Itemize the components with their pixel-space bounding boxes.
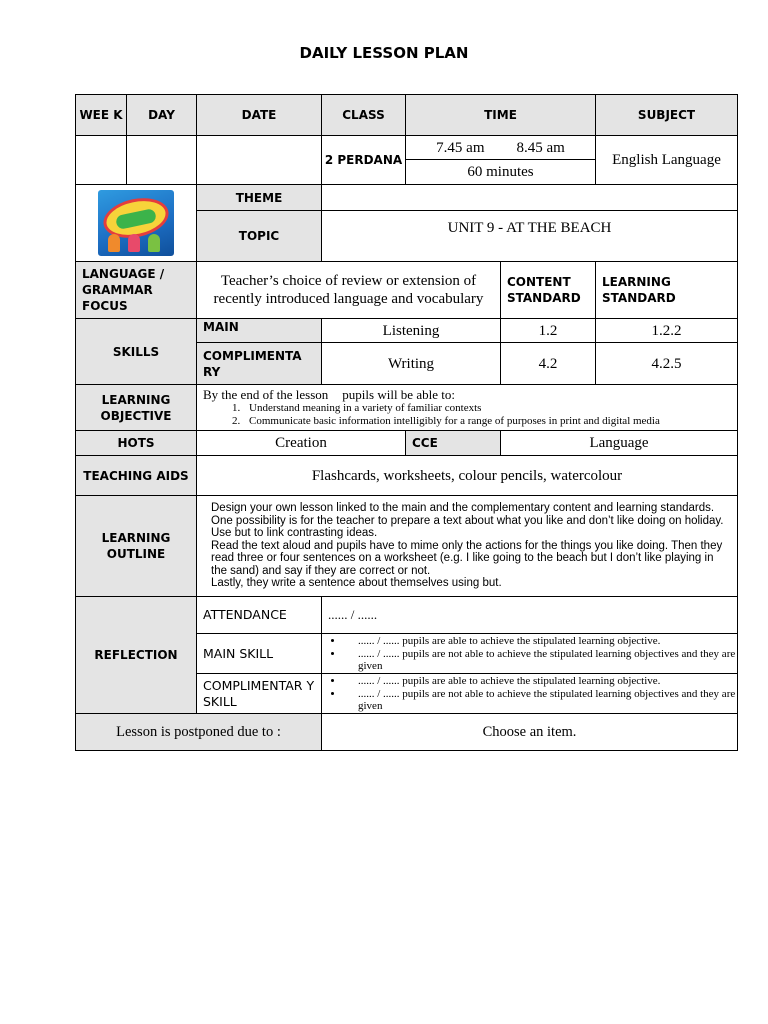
time-end: 8.45 am <box>516 139 565 156</box>
teaching-aids-label: TEACHING AIDS <box>76 456 197 496</box>
main-learning-standard[interactable]: 1.2.2 <box>596 319 738 343</box>
theme-row <box>76 185 738 211</box>
main-skill-row <box>76 319 738 343</box>
postponed-row <box>76 714 738 751</box>
objective-item: 2. Communicate basic information intelligibly for a range of purposes in print and digital media <box>243 415 737 428</box>
objective-lead: By the end of the lesson pupils will be able to: <box>203 387 455 402</box>
subject-cell[interactable]: English Language <box>596 136 738 185</box>
outline-line: Read the text aloud and pupils have to mime only the actions for the things you like doing. Then they read three or four sentences on a worksheet (e.g. I like going to the beach but I don’t like playing in the sand) and say if they are correct or not. <box>211 539 723 577</box>
objective-item: 1. Understand meaning in a variety of familiar contexts <box>243 402 737 415</box>
comp-learning-standard[interactable]: 4.2.5 <box>596 343 738 385</box>
main-skill-value[interactable]: Listening <box>322 319 501 343</box>
language-focus-row <box>76 262 738 319</box>
postponed-dropdown[interactable]: Choose an item. <box>322 714 738 751</box>
reflection-item: • ...... / ...... pupils are able to achieve the stipulated learning objective. <box>344 635 737 648</box>
week-header: WEE K <box>76 95 127 136</box>
cce-value[interactable]: Language <box>501 431 738 456</box>
class-cell[interactable]: 2 PERDANA <box>322 136 406 185</box>
topic-label: TOPIC <box>197 211 322 262</box>
reflection-comp-label: COMPLIMENTAR Y SKILL <box>197 674 322 714</box>
language-focus-label: LANGUAGE / GRAMMAR FOCUS <box>76 262 197 319</box>
lesson-plan-table <box>75 94 738 751</box>
comp-content-standard[interactable]: 4.2 <box>501 343 596 385</box>
outline-line: One possibility is for the teacher to prepare a text about what you like and don’t like doing on holiday. Use but to link contrasting ideas. <box>211 514 724 540</box>
reflection-label: REFLECTION <box>76 597 197 714</box>
topic-value[interactable]: UNIT 9 - AT THE BEACH <box>322 211 738 262</box>
theme-label: THEME <box>197 185 322 211</box>
cover-figure-2 <box>128 234 140 252</box>
cover-figure-1 <box>108 234 120 252</box>
date-header: DATE <box>197 95 322 136</box>
hots-label: HOTS <box>76 431 197 456</box>
day-cell[interactable] <box>127 136 197 185</box>
teaching-aids-row <box>76 456 738 496</box>
reflection-item: • ...... / ...... pupils are not able to achieve the stipulated learning objectives and they are given <box>344 648 737 673</box>
objective-list <box>197 402 737 427</box>
attendance-row <box>76 597 738 634</box>
objective-row <box>76 385 738 431</box>
time-range-cell[interactable] <box>406 136 596 160</box>
teaching-aids-value[interactable]: Flashcards, worksheets, colour pencils, watercolour <box>197 456 738 496</box>
reflection-main-label: MAIN SKILL <box>197 634 322 674</box>
theme-value[interactable] <box>322 185 738 211</box>
week-cell[interactable] <box>76 136 127 185</box>
time-header: TIME <box>406 95 596 136</box>
main-content-standard[interactable]: 1.2 <box>501 319 596 343</box>
cover-cell <box>76 185 197 262</box>
main-skill-label: MAIN <box>197 319 322 343</box>
outline-cell[interactable] <box>197 496 738 597</box>
hots-row <box>76 431 738 456</box>
reflection-item: • ...... / ...... pupils are not able to achieve the stipulated learning objectives and they are given <box>344 688 737 713</box>
comp-skill-label: COMPLIMENTA RY <box>197 343 322 385</box>
subject-header: SUBJECT <box>596 95 738 136</box>
skills-label: SKILLS <box>76 319 197 385</box>
cce-label: CCE <box>406 431 501 456</box>
info-row <box>76 136 738 160</box>
content-standard-label: CONTENT STANDARD <box>501 262 596 319</box>
comp-skill-value[interactable]: Writing <box>322 343 501 385</box>
attendance-label: ATTENDANCE <box>197 597 322 634</box>
reflection-item: • ...... / ...... pupils are able to achieve the stipulated learning objective. <box>344 675 737 688</box>
cover-figure-3 <box>148 234 160 252</box>
textbook-cover-icon <box>98 190 174 256</box>
objective-cell[interactable] <box>197 385 738 431</box>
header-row <box>76 95 738 136</box>
outline-line: Design your own lesson linked to the main and the complementary content and learning standards. <box>211 501 715 514</box>
reflection-comp-cell[interactable] <box>322 674 738 714</box>
language-focus-value[interactable]: Teacher’s choice of review or extension of recently introduced language and vocabulary <box>197 262 501 319</box>
postponed-label: Lesson is postponed due to : <box>76 714 322 751</box>
duration-cell[interactable]: 60 minutes <box>406 160 596 185</box>
objective-label: LEARNING OBJECTIVE <box>76 385 197 431</box>
outline-label: LEARNING OUTLINE <box>76 496 197 597</box>
date-cell[interactable] <box>197 136 322 185</box>
time-start: 7.45 am <box>436 139 485 156</box>
outline-row <box>76 496 738 597</box>
page-title: DAILY LESSON PLAN <box>299 44 469 62</box>
learning-standard-label: LEARNING STANDARD <box>596 262 738 319</box>
day-header: DAY <box>127 95 197 136</box>
outline-line: Lastly, they write a sentence about themselves using but. <box>211 577 502 590</box>
reflection-main-cell[interactable] <box>322 634 738 674</box>
hots-value[interactable]: Creation <box>197 431 406 456</box>
reflection-main-list <box>322 635 737 673</box>
attendance-value[interactable]: ...... / ...... <box>322 597 738 634</box>
class-header: CLASS <box>322 95 406 136</box>
reflection-comp-list <box>322 675 737 713</box>
